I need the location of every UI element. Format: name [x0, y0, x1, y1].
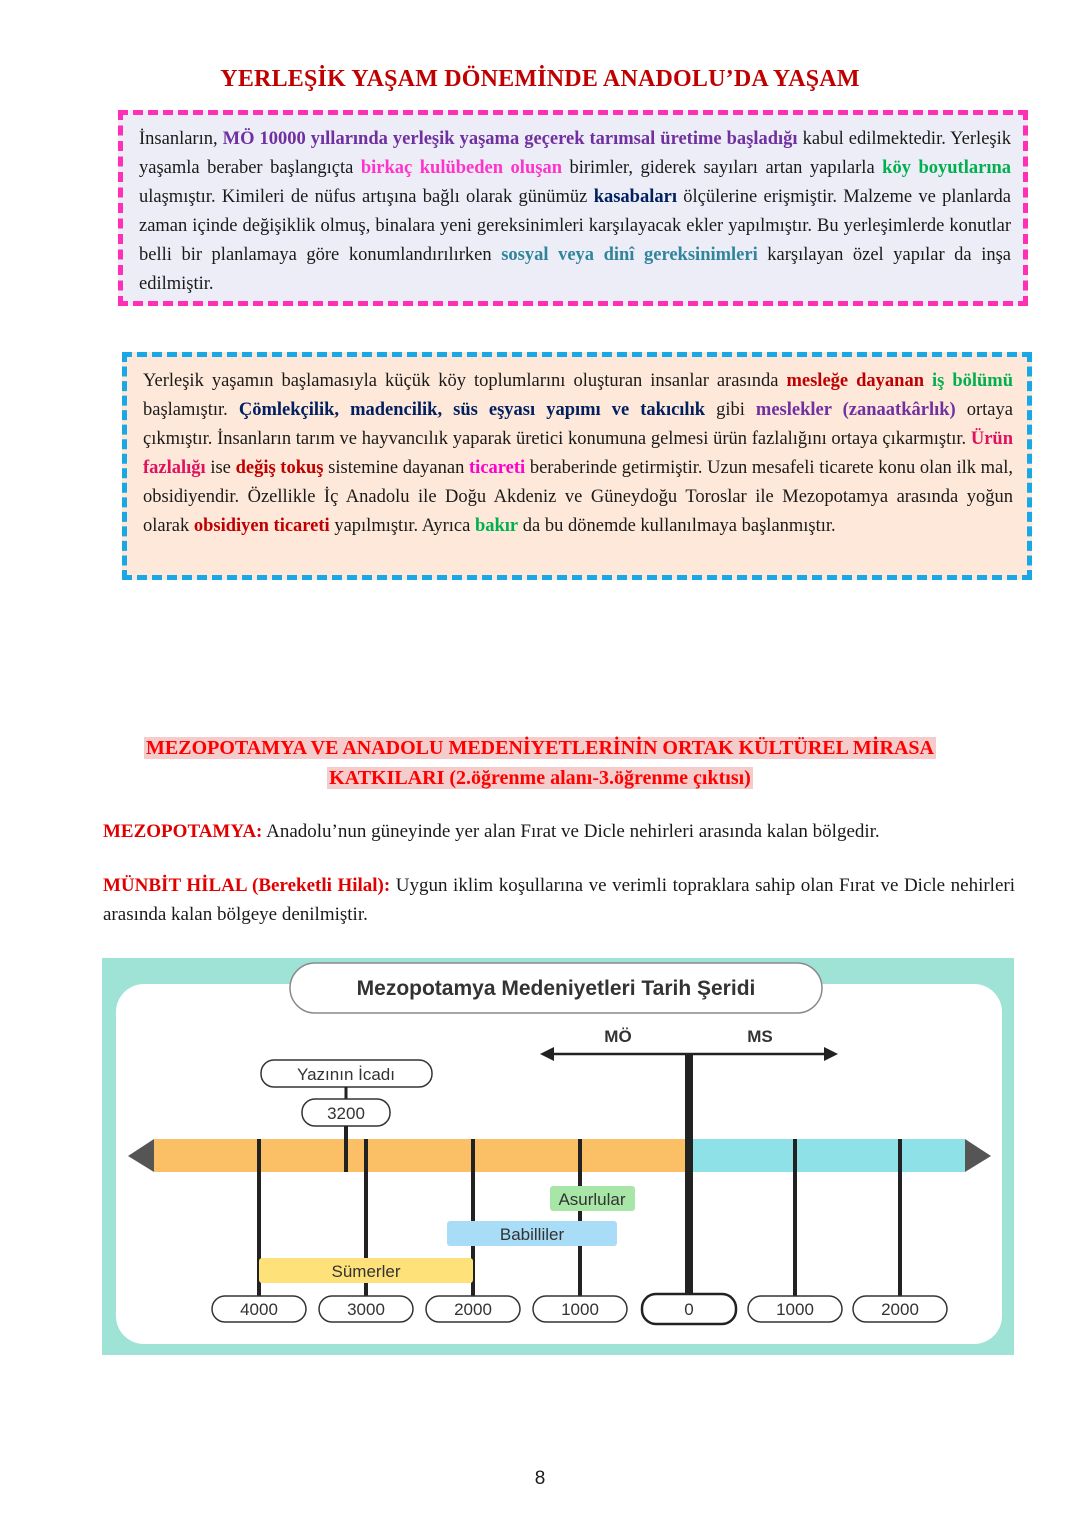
tick-label-ad-2000: 2000: [881, 1300, 919, 1319]
division-of-labor-paragraph: Yerleşik yaşamın başlamasıyla küçük köy toplumlarını oluşturan insanlar arasında mesleğe dayanan iş bölümü başlamıştır. Çömlekçilik, madencilik, süs eşyası yapımı ve takıcılık gibi meslekler (zanaatkârlık) ortaya çıkmıştır. İnsanların tarım ve hayvancılık yaparak üretici konumuna gelmesi ürün fazlalığını ortaya çıkarmıştır. Ürün fazlalığı ise değiş tokuş sistemine dayanan ticareti beraberinde getirmiştir. Uzun mesafeli ticarete konu olan ilk mal, obsidiyendir. Özellikle İç Anadolu ile Doğu Akdeniz ve Güneydoğu Toroslar ile Mezopotamya arasında yoğun olarak obsidiyen ticareti yapılmıştır. Ayrıca bakır da bu dönemde kullanılmaya başlanmıştır.: [143, 371, 1014, 536]
division-of-labor-box: [122, 352, 1032, 580]
timeline-figure: [102, 958, 1014, 1355]
civ-label-babylonians: Babilliler: [499, 1225, 565, 1244]
page-number: 8: [534, 1468, 546, 1489]
title-line-1: MEZOPOTAMYA VE ANADOLU MEDENİYETLERİNİN ORTAK KÜLTÜREL MİRASA: [146, 737, 934, 759]
civ-label-assyrians: Asurlular: [558, 1190, 626, 1209]
bc-band: [154, 1139, 689, 1172]
ad-band: [689, 1139, 965, 1172]
mesopotamia-section-title: [0, 733, 1080, 793]
ad-label: MS: [747, 1027, 773, 1046]
settled-life-box: [118, 110, 1028, 306]
event-year: 3200: [327, 1104, 365, 1123]
title-line-2: KATKILARI (2.öğrenme alanı-3.öğrenme çıktısı): [329, 767, 751, 789]
tick-label-0: 0: [684, 1300, 694, 1319]
definition-mezopotamya: MEZOPOTAMYA: Anadolu’nun güneyinde yer alan Fırat ve Dicle nehirleri arasında kalan bölgedir.: [103, 821, 880, 842]
tick-label-3000: 3000: [347, 1300, 385, 1319]
settled-life-paragraph: İnsanların, MÖ 10000 yıllarında yerleşik yaşama geçerek tarımsal üretime başladığı kabul edilmektedir. Yerleşik yaşamla beraber başlangıçta birkaç kulübeden oluşan birimler, giderek sayıları artan yapılarla köy boyutlarına ulaşmıştır. Kimileri de nüfus artışına bağlı olarak günümüz kasabaları ölçülerine erişmiştir. Malzeme ve planlarda zaman içinde değişiklik olmuş, binalara yeni gereksinimleri karşılayacak ekler yapılmıştır. Bu yerleşimlerde konutlar belli bir planlamaya göre konumlandırılırken sosyal veya dinî gereksinimleri karşılayan özel yapılar da inşa edilmiştir.: [139, 129, 1012, 294]
event-label: Yazının İcadı: [297, 1065, 395, 1084]
timeline-title: Mezopotamya Medeniyetleri Tarih Şeridi: [356, 977, 756, 1000]
section-title: YERLEŞİK YAŞAM DÖNEMİNDE ANADOLU’DA YAŞAM: [220, 66, 860, 92]
definition-munbit-hilal: MÜNBİT HİLAL (Bereketli Hilal): Uygun iklim koşullarına ve verimli topraklara sahip olan Fırat ve Dicle nehirleri arasında kalan bölgeye denilmiştir.: [103, 875, 1015, 925]
tick-label-2000: 2000: [454, 1300, 492, 1319]
tick-label-ad-1000: 1000: [776, 1300, 814, 1319]
tick-label-1000: 1000: [561, 1300, 599, 1319]
tick-label-4000: 4000: [240, 1300, 278, 1319]
bc-label: MÖ: [604, 1027, 632, 1046]
civ-label-sumerians: Sümerler: [331, 1262, 401, 1281]
